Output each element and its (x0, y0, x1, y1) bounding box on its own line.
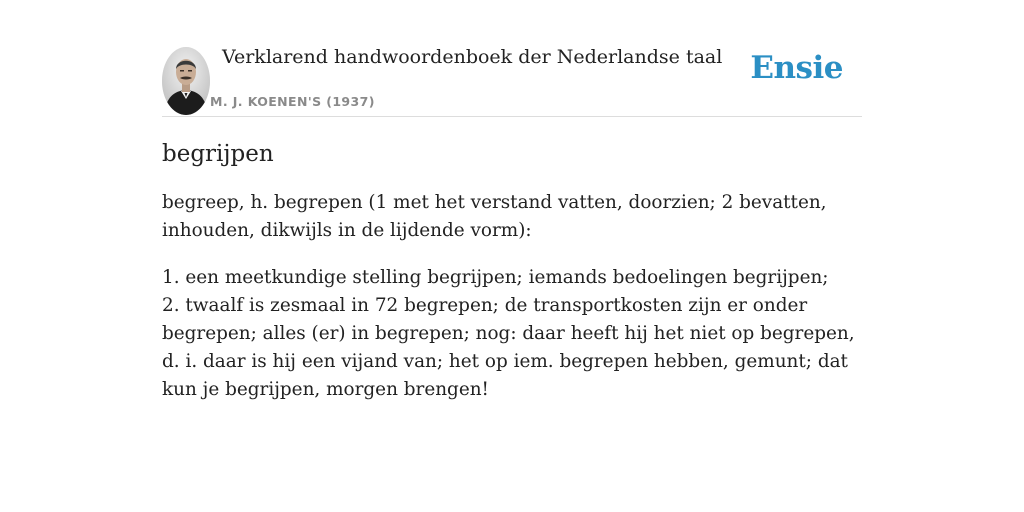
entry-senses (162, 264, 862, 404)
author-portrait-icon (162, 47, 210, 115)
sense-2: 2. twaalf is zesmaal in 72 begrepen; de transportkosten zijn er onder begrepen; alles (er) in begrepen; nog: daar heeft hij het niet op begrepen, d. i. daar is hij een vijand van; het op iem. begrepen hebben, gemunt; dat kun je begrijpen, morgen brengen! (162, 295, 855, 400)
header (162, 0, 862, 117)
entry-intro: begreep, h. begrepen (1 met het verstand vatten, doorzien; 2 bevatten, inhouden, dikwijls in de lijdende vorm): (162, 192, 827, 241)
author-byline: M. J. KOENEN'S (1937) (210, 94, 375, 109)
book-title: Verklarend handwoordenboek der Nederlandse taal (222, 46, 723, 68)
headword: begrijpen (162, 141, 274, 167)
sense-1: 1. een meetkundige stelling begrijpen; iemands bedoelingen begrijpen; (162, 267, 829, 288)
page (162, 0, 862, 404)
ensie-logo-link[interactable]: Ensie (750, 50, 843, 86)
